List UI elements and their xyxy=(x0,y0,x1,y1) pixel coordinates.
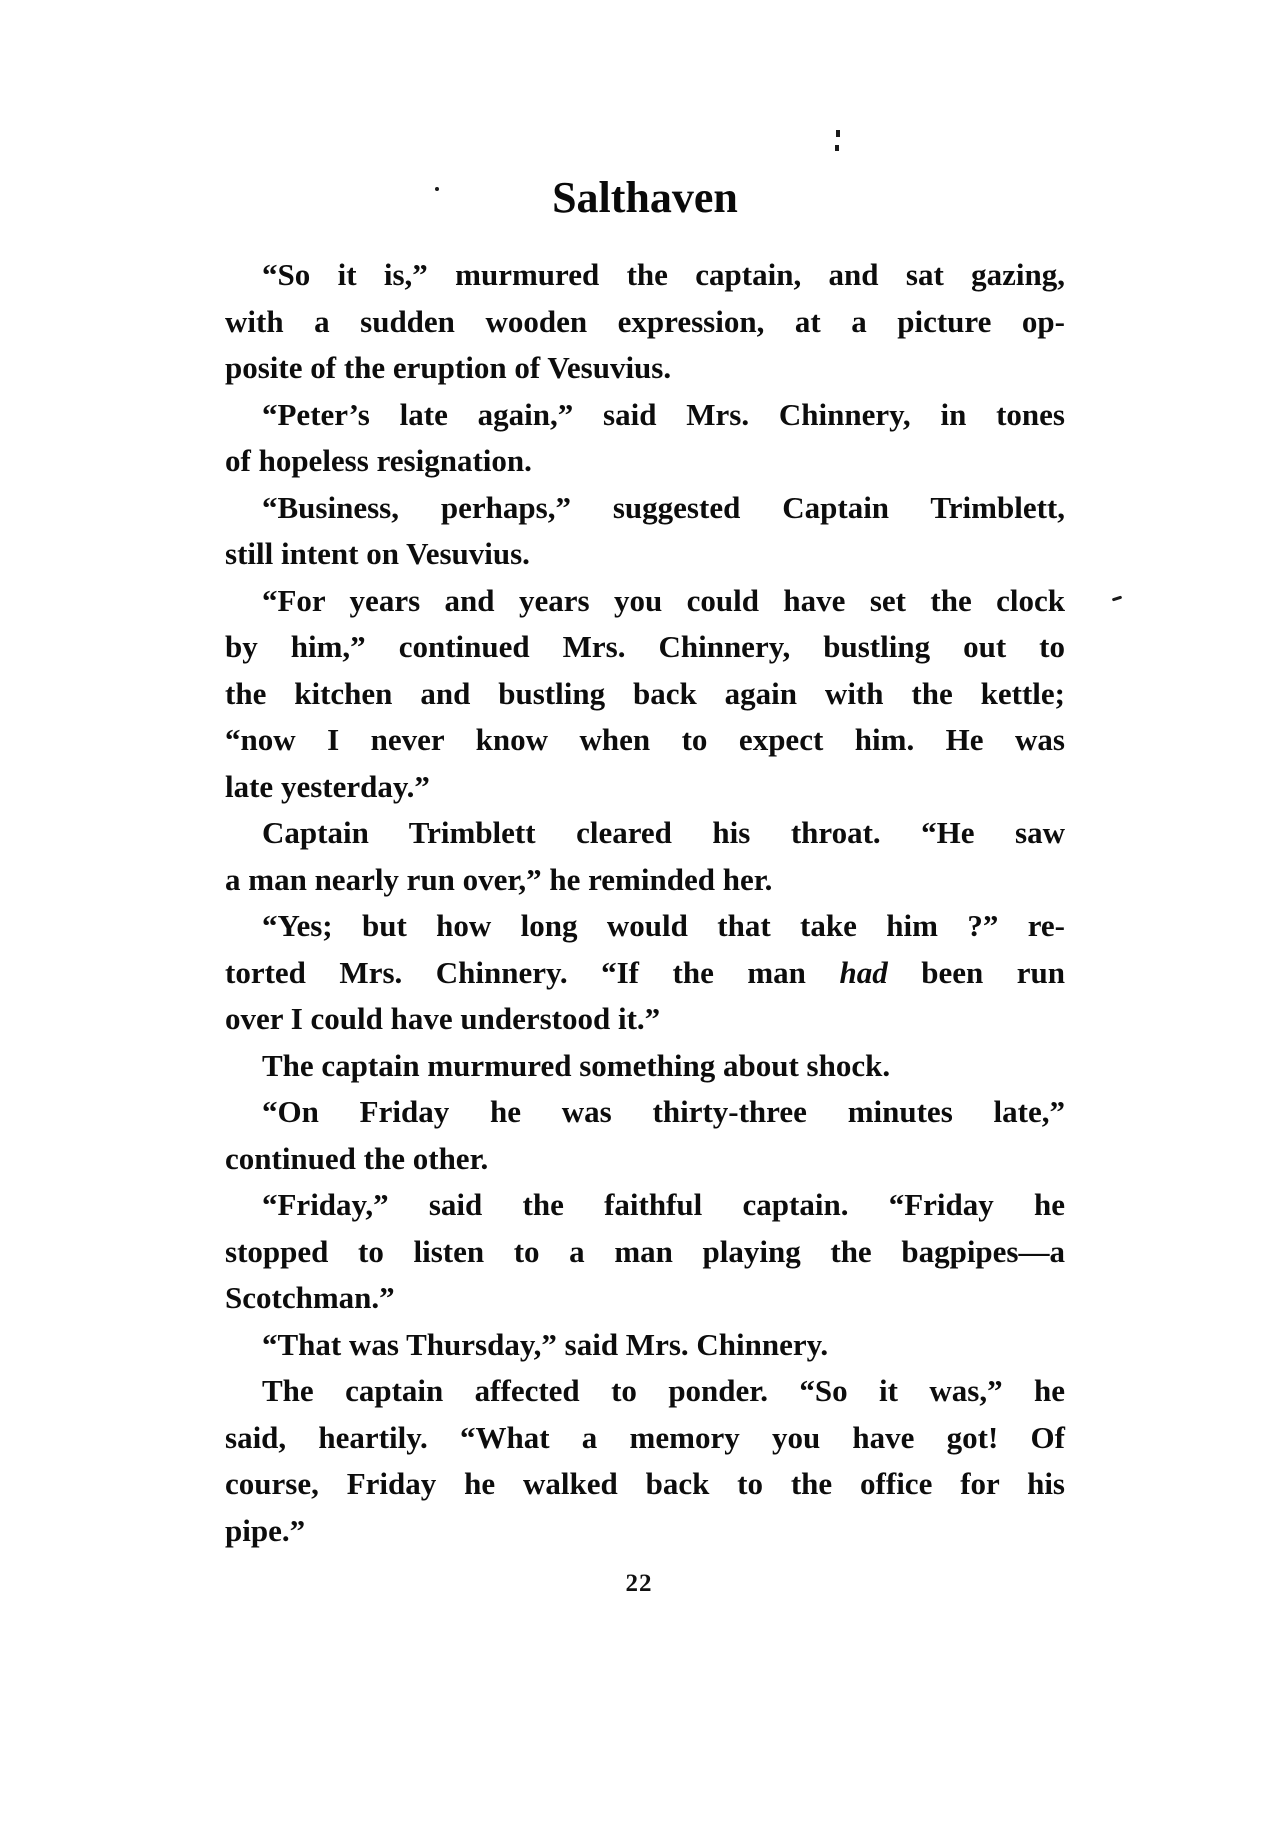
text-segment: of hopeless resignation. xyxy=(225,443,532,478)
text-segment: “Business, perhaps,” suggested Captain Trimblett, xyxy=(262,489,1065,525)
text-segment: over I could have understood it.” xyxy=(225,1001,661,1036)
text-segment: “That was Thursday,” said Mrs. Chinnery. xyxy=(262,1326,829,1362)
text-segment: posite of the eruption of Vesuvius. xyxy=(225,350,672,385)
text-segment: Scotchman.” xyxy=(225,1280,395,1315)
text-segment: The captain affected to ponder. “So it was,” he xyxy=(262,1373,1065,1408)
text-segment: by him,” continued Mrs. Chinnery, bustling out to xyxy=(225,629,1065,664)
text-line xyxy=(225,1415,1065,1462)
text-segment: “Peter’s late again,” said Mrs. Chinnery, in tones xyxy=(262,396,1065,432)
text-line xyxy=(225,485,1065,532)
text-line xyxy=(225,671,1065,718)
text-segment: stopped to listen to a man playing the bagpipes—a xyxy=(225,1233,1065,1269)
text-segment: a man nearly run over,” he reminded her. xyxy=(225,861,773,897)
text-line xyxy=(225,857,1065,904)
text-line xyxy=(225,1229,1065,1276)
page-title: Salthaven xyxy=(552,173,738,222)
scan-speck-top-right-lower xyxy=(835,145,839,151)
text-segment: continued the other. xyxy=(225,1140,489,1176)
page-number: 22 xyxy=(625,1570,653,1597)
text-line xyxy=(225,531,1065,578)
text-line xyxy=(225,252,1065,299)
text-segment: course, Friday he walked back to the office for his xyxy=(225,1466,1065,1501)
scan-speck-right-margin xyxy=(1112,596,1122,602)
text-segment: “So it is,” murmured the captain, and sat gazing, xyxy=(262,257,1065,292)
text-line xyxy=(225,1136,1065,1183)
text-line xyxy=(225,392,1065,439)
text-line xyxy=(225,299,1065,346)
page-text xyxy=(225,252,1065,1554)
italic-word: had xyxy=(839,954,888,990)
scan-speck-top-right-upper xyxy=(836,130,840,137)
text-line xyxy=(225,1182,1065,1229)
text-segment: still intent on Vesuvius. xyxy=(225,536,530,571)
text-line xyxy=(225,717,1065,764)
text-line xyxy=(225,624,1065,671)
text-segment: “Yes; but how long would that take him ?” re- xyxy=(262,908,1065,943)
text-segment: torted Mrs. Chinnery. “If the man xyxy=(225,954,840,990)
text-line xyxy=(225,903,1065,950)
text-line xyxy=(225,764,1065,811)
text-line xyxy=(225,1461,1065,1508)
text-segment: “On Friday he was thirty-three minutes late,” xyxy=(262,1094,1065,1129)
text-line xyxy=(225,438,1065,485)
text-segment: been run xyxy=(887,954,1065,990)
text-line xyxy=(225,810,1065,857)
text-line xyxy=(225,345,1065,392)
text-segment: The captain murmured something about shock. xyxy=(262,1047,891,1083)
text-segment: “For years and years you could have set the clock xyxy=(262,582,1065,618)
text-segment: Captain Trimblett cleared his throat. “He saw xyxy=(262,815,1065,850)
text-line xyxy=(225,996,1065,1043)
text-segment: late yesterday.” xyxy=(225,768,430,804)
text-segment: “now I never know when to expect him. He was xyxy=(225,722,1065,757)
text-segment: said, heartily. “What a memory you have got! Of xyxy=(225,1419,1065,1455)
text-segment: “Friday,” said the faithful captain. “Friday he xyxy=(262,1187,1065,1222)
text-line xyxy=(225,1322,1065,1369)
text-line xyxy=(225,1275,1065,1322)
text-line xyxy=(225,1089,1065,1136)
text-line xyxy=(225,1043,1065,1090)
text-segment: pipe.” xyxy=(225,1512,306,1548)
text-line xyxy=(225,578,1065,625)
text-line xyxy=(225,1508,1065,1555)
text-line xyxy=(225,1368,1065,1415)
text-segment: the kitchen and bustling back again with the kettle; xyxy=(225,675,1065,711)
text-line xyxy=(225,950,1065,997)
text-segment: with a sudden wooden expression, at a picture op- xyxy=(225,303,1065,339)
